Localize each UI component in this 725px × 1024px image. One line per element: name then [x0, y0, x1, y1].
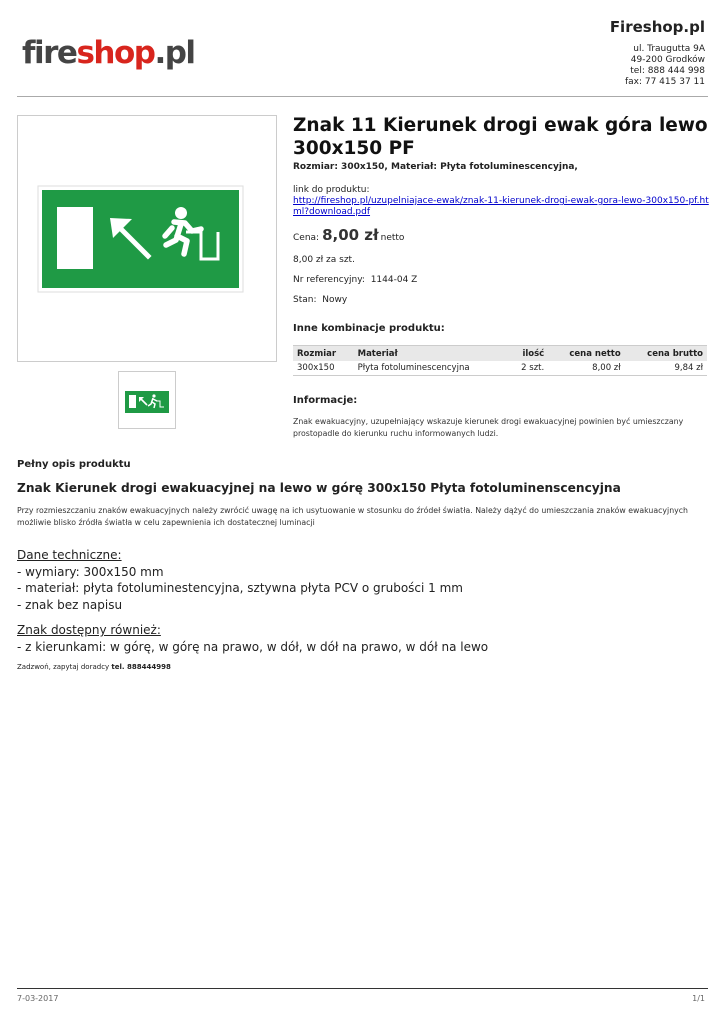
footer-divider [17, 988, 708, 989]
reference-row [293, 275, 417, 285]
link-label: link do produktu: [293, 185, 370, 195]
contact-line [17, 663, 171, 671]
contact-phone[interactable]: tel. 888444998 [111, 663, 171, 671]
price-suffix: netto [380, 233, 405, 243]
fireshop-logo[interactable]: fireshop.pl [22, 35, 195, 71]
product-image[interactable] [17, 115, 277, 362]
technical-data [17, 547, 488, 655]
table-cell: 9,84 zł [625, 361, 707, 376]
page-number: 1/1 [692, 994, 705, 1003]
product-heading: Znak Kierunek drogi ewakuacyjnej na lewo w górę 300x150 Płyta fotoluminenscencyjna [17, 481, 621, 495]
evacuation-sign-thumb-icon [119, 372, 175, 428]
product-description: Przy rozmieszczaniu znaków ewakuacyjnych należy zwrócić uwagę na ich usytuowanie w stosunku do źródeł światła. Należy dążyć do umieszczania znaków ewakuacyjnych możliwie blisko źródła światła w celu zapewnienia ich dostatecznej luminacji [17, 506, 688, 527]
product-subtitle: Rozmiar: 300x150, Materiał: Płyta fotoluminescencyjna, [293, 162, 578, 172]
combinations-heading: Inne kombinacje produktu: [293, 323, 445, 334]
combinations-table [293, 345, 707, 376]
table-cell: 300x150 [293, 361, 354, 376]
contact-text: Zadzwoń, zapytaj doradcy [17, 663, 110, 671]
reference-label: Nr referencyjny: [293, 275, 365, 285]
footer-date: 7-03-2017 [17, 994, 59, 1003]
product-thumbnail[interactable] [118, 371, 176, 429]
column-header: ilość [508, 346, 548, 362]
tech-heading: Dane techniczne: [17, 548, 122, 562]
tech-item: - materiał: płyta fotoluminestencyjna, sztywna płyta PCV o grubości 1 mm [17, 581, 463, 595]
availability-item: - z kierunkami: w górę, w górę na prawo, w dół, w dół na prawo, w dół na lewo [17, 639, 489, 654]
table-row [293, 361, 707, 376]
table-header-row [293, 346, 707, 362]
address-line: 49-200 Grodków [630, 55, 705, 65]
reference-value: 1144-04 Z [370, 275, 418, 285]
table-cell: 2 szt. [508, 361, 548, 376]
unit-price: 8,00 zł za szt. [293, 255, 355, 265]
table-cell: Płyta fotoluminescencyjna [354, 361, 509, 376]
fax-line: fax: 77 415 37 11 [624, 77, 705, 87]
full-description-heading: Pełny opis produktu [17, 459, 131, 470]
tech-item: - znak bez napisu [17, 597, 123, 612]
state-row [293, 295, 347, 305]
header-divider [17, 96, 708, 97]
column-header: Materiał [354, 346, 509, 362]
price-value: 8,00 zł [322, 226, 379, 244]
info-heading: Informacje: [293, 395, 358, 406]
availability-heading: Znak dostępny również: [17, 623, 161, 637]
address-line: ul. Traugutta 9A [633, 44, 705, 54]
tech-item: - wymiary: 300x150 mm [17, 564, 164, 579]
price-label: Cena: [293, 233, 320, 243]
column-header: Rozmiar [293, 346, 354, 362]
evacuation-sign-icon [18, 116, 276, 361]
price-row [293, 226, 404, 244]
shop-name: Fireshop.pl [609, 18, 705, 36]
info-text: Znak ewakuacyjny, uzupełniający wskazuje kierunek drogi ewakuacyjnej powinien być umieszczany prostopadle do kierunku ruchu informowanych ludzi. [293, 417, 684, 438]
state-value: Nowy [322, 295, 348, 305]
product-link[interactable]: http://fireshop.pl/uzupelniajace-ewak/znak-11-kierunek-drogi-ewak-gora-lewo-300x150-pf.html?download.pdf [293, 196, 709, 217]
product-title: Znak 11 Kierunek drogi ewak góra lewo 300x150 PF [293, 115, 708, 159]
column-header: cena brutto [625, 346, 707, 362]
shop-address [625, 44, 705, 88]
phone-line: tel: 888 444 998 [630, 66, 705, 76]
table-cell: 8,00 zł [548, 361, 624, 376]
state-label: Stan: [293, 295, 317, 305]
column-header: cena netto [548, 346, 624, 362]
